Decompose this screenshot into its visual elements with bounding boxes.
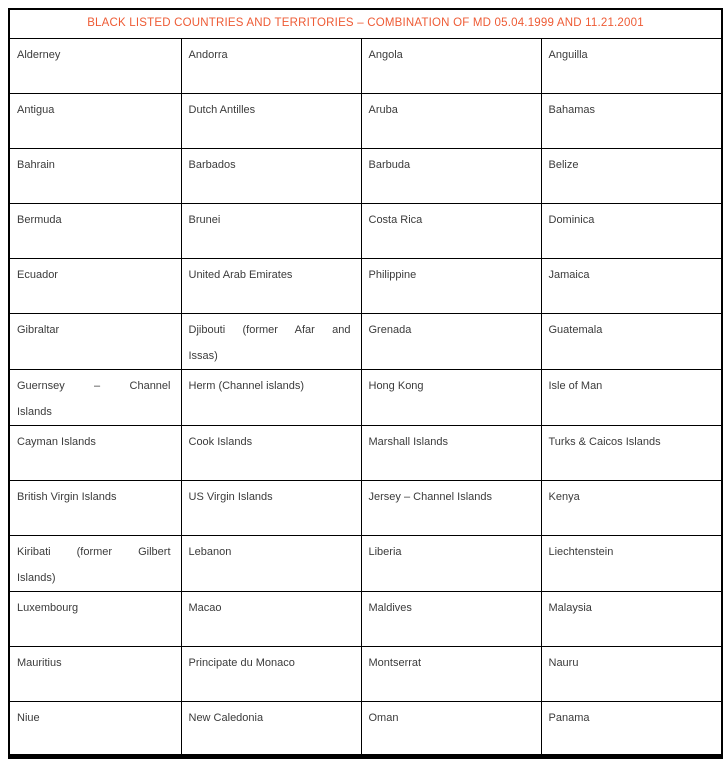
cell-line: Ecuador [17,268,58,281]
cell-line: Liberia [368,545,402,558]
table-row [9,480,722,535]
table-row [9,535,722,591]
table-row [9,369,722,425]
table-cell [181,203,361,258]
table-cell [9,369,181,425]
table-cell [181,93,361,148]
cell-line: Bahrain [17,158,55,171]
cell-line: Liechtenstein [548,545,614,558]
table-cell [181,148,361,203]
cell-line: Marshall Islands [368,435,448,448]
cell-line: Barbuda [368,158,411,171]
table-cell [541,701,722,756]
cell-line: Lebanon [188,545,232,558]
cell-line: Niue [17,711,40,724]
table-cell [361,203,541,258]
cell-line: Islands) [17,571,56,584]
table-cell [541,93,722,148]
cell-line: Malaysia [548,601,592,614]
table-cell [181,591,361,646]
table-cell [361,701,541,756]
cell-line: United Arab Emirates [188,268,293,281]
table-cell [361,93,541,148]
table-cell [181,425,361,480]
table-cell [9,425,181,480]
cell-line: Macao [188,601,222,614]
cell-line: Islands [17,405,52,418]
table-cell [181,258,361,313]
table-row [9,93,722,148]
cell-line: Mauritius [17,656,62,669]
table-cell [541,203,722,258]
table-cell [361,646,541,701]
table-cell [9,93,181,148]
cell-line: Bermuda [17,213,62,226]
cell-line: Grenada [368,323,412,336]
table-row [9,38,722,93]
table-body [9,38,722,756]
table-cell [541,369,722,425]
cell-line: Antigua [17,103,55,116]
table-cell [9,203,181,258]
cell-line: Kenya [548,490,580,503]
table-cell [9,535,181,591]
table-cell [361,313,541,369]
table-cell [361,425,541,480]
table-cell [9,591,181,646]
cell-line: Costa Rica [368,213,423,226]
blacklisted-countries-table [8,8,723,759]
table-cell [361,258,541,313]
table-cell [181,369,361,425]
cell-line: New Caledonia [188,711,264,724]
cell-line: Maldives [368,601,412,614]
table-cell [9,701,181,756]
cell-line: Principate du Monaco [188,656,295,669]
table-cell [541,313,722,369]
table-cell [541,480,722,535]
cell-line: Philippine [368,268,417,281]
cell-line: Isle of Man [548,379,603,392]
cell-line: Nauru [548,656,579,669]
table-cell [181,38,361,93]
cell-line: Oman [368,711,399,724]
cell-line: Cayman Islands [17,435,96,448]
cell-line: Alderney [17,48,61,61]
cell-line: Cook Islands [188,435,253,448]
table-cell [181,535,361,591]
table-cell [181,313,361,369]
cell-line: Panama [548,711,590,724]
table-row [9,148,722,203]
cell-line: Hong Kong [368,379,424,392]
cell-line: Guatemala [548,323,603,336]
table-cell [361,480,541,535]
cell-line: Barbados [188,158,236,171]
cell-line: Jersey – Channel Islands [368,490,493,503]
table-cell [541,38,722,93]
cell-line: Issas) [188,349,218,362]
cell-line: Brunei [188,213,221,226]
table-cell [9,38,181,93]
table-cell [361,535,541,591]
cell-line: Montserrat [368,656,422,669]
cell-line: Anguilla [548,48,588,61]
cell-line: Dominica [548,213,595,226]
table-cell [361,591,541,646]
cell-line: Djibouti (former Afar and [188,323,351,336]
table-cell [361,369,541,425]
table-row [9,646,722,701]
table-cell [361,38,541,93]
table-cell [9,313,181,369]
table-cell [9,148,181,203]
cell-line: Dutch Antilles [188,103,256,116]
table-row [9,425,722,480]
cell-line: Angola [368,48,403,61]
table-title: BLACK LISTED COUNTRIES AND TERRITORIES – COMBINATION OF MD 05.04.1999 AND 11.21.2001 [9,9,722,38]
table-row [9,313,722,369]
table-cell [541,148,722,203]
cell-line: Gibraltar [17,323,60,336]
table-cell [541,591,722,646]
table-cell [541,535,722,591]
table-cell [9,258,181,313]
cell-line: Turks & Caicos Islands [548,435,661,448]
table-cell [541,258,722,313]
cell-line: Guernsey – Channel [17,379,171,392]
table-cell [541,425,722,480]
table-row [9,203,722,258]
cell-line: Jamaica [548,268,590,281]
table-cell [181,480,361,535]
table-cell [9,480,181,535]
cell-line: Luxembourg [17,601,79,614]
table-cell [361,148,541,203]
cell-line: Aruba [368,103,398,116]
table-cell [541,646,722,701]
cell-line: Bahamas [548,103,595,116]
cell-line: Herm (Channel islands) [188,379,305,392]
table-row [9,258,722,313]
table-cell [9,646,181,701]
table-title-row [9,9,722,38]
table-cell [181,646,361,701]
cell-line: Andorra [188,48,228,61]
cell-line: US Virgin Islands [188,490,273,503]
table-cell [181,701,361,756]
table-row [9,701,722,756]
table-row [9,591,722,646]
cell-line: British Virgin Islands [17,490,117,503]
cell-line: Kiribati (former Gilbert [17,545,171,558]
cell-line: Belize [548,158,579,171]
